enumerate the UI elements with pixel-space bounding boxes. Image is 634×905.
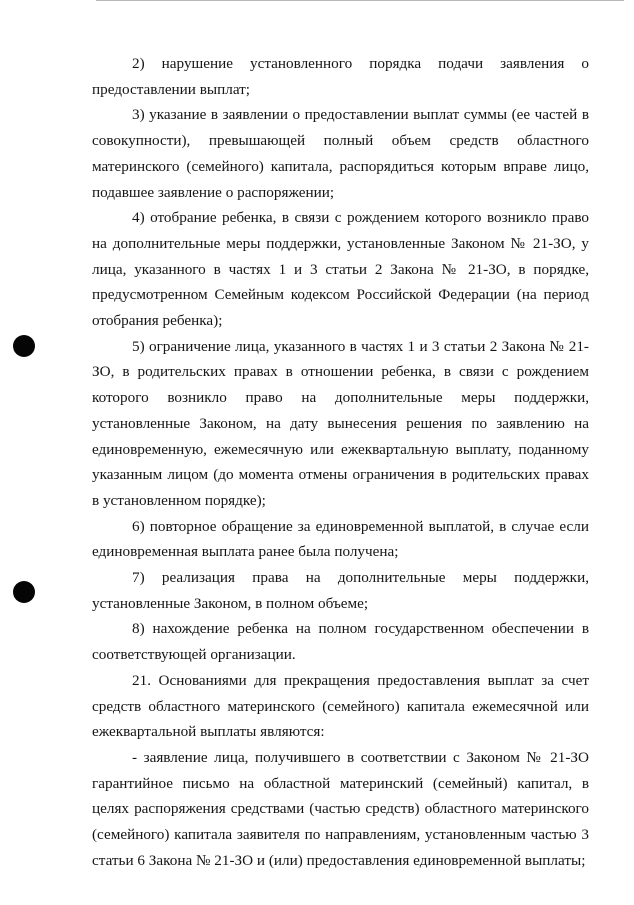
document-body: [92, 51, 589, 874]
punch-hole-mark: [13, 581, 35, 603]
paragraph-item-2: 2) нарушение установленного порядка подачи заявления о предоставлении выплат;: [92, 55, 589, 98]
page-top-edge: [96, 0, 624, 1]
paragraph-item-5: 5) ограничение лица, указанного в частях 1 и 3 статьи 2 Закона № 21-ЗО, в родительских правах в отношении ребенка, в связи с рождением которого возникло право на дополнительные меры поддержки, установленные Законом, на дату вынесения решения по заявлению на единовременную, ежемесячную или ежеквартальную выплату, поданному указанным лицом (до момента отмены ограничения в родительских правах в установленном порядке);: [92, 337, 589, 509]
paragraph-item-7: 7) реализация права на дополнительные меры поддержки, установленные Законом, в полном объеме;: [92, 569, 589, 612]
punch-hole-mark: [13, 335, 35, 357]
paragraph-item-3: 3) указание в заявлении о предоставлении выплат суммы (ее частей в совокупности), превышающей полный объем средств областного материнского (семейного) капитала, распорядиться которым вправе лицо, подавшее заявление о распоряжении;: [92, 106, 589, 201]
paragraph-item-6: 6) повторное обращение за единовременной выплатой, в случае если единовременная выплата ранее была получена;: [92, 517, 589, 561]
paragraph-item-8: 8) нахождение ребенка на полном государственном обеспечении в соответствующей организации.: [92, 620, 589, 664]
paragraph-item-4: 4) отобрание ребенка, в связи с рождением которого возникло право на дополнительные меры поддержки, установленные Законом № 21-ЗО, у лица, указанного в частях 1 и 3 статьи 2 Закона № 21-ЗО, в порядке, предусмотренном Семейным кодексом Российской Федерации (на период отобрания ребенка);: [92, 209, 589, 330]
paragraph-clause-21: 21. Основаниями для прекращения предоставления выплат за счет средств областного материнского (семейного) капитала ежемесячной или ежеквартальной выплаты являются:: [92, 671, 589, 741]
paragraph-clause-21-item: - заявление лица, получившего в соответствии с Законом № 21-ЗО гарантийное письмо на областной материнский (семейный) капитал, в целях распоряжения средствами (частью средств) областного материнского (семейного) капитала заявителя по направлениям, установленным частью 3 статьи 6 Закона № 21-ЗО и (или) предоставления единовременной выплаты;: [92, 748, 589, 869]
